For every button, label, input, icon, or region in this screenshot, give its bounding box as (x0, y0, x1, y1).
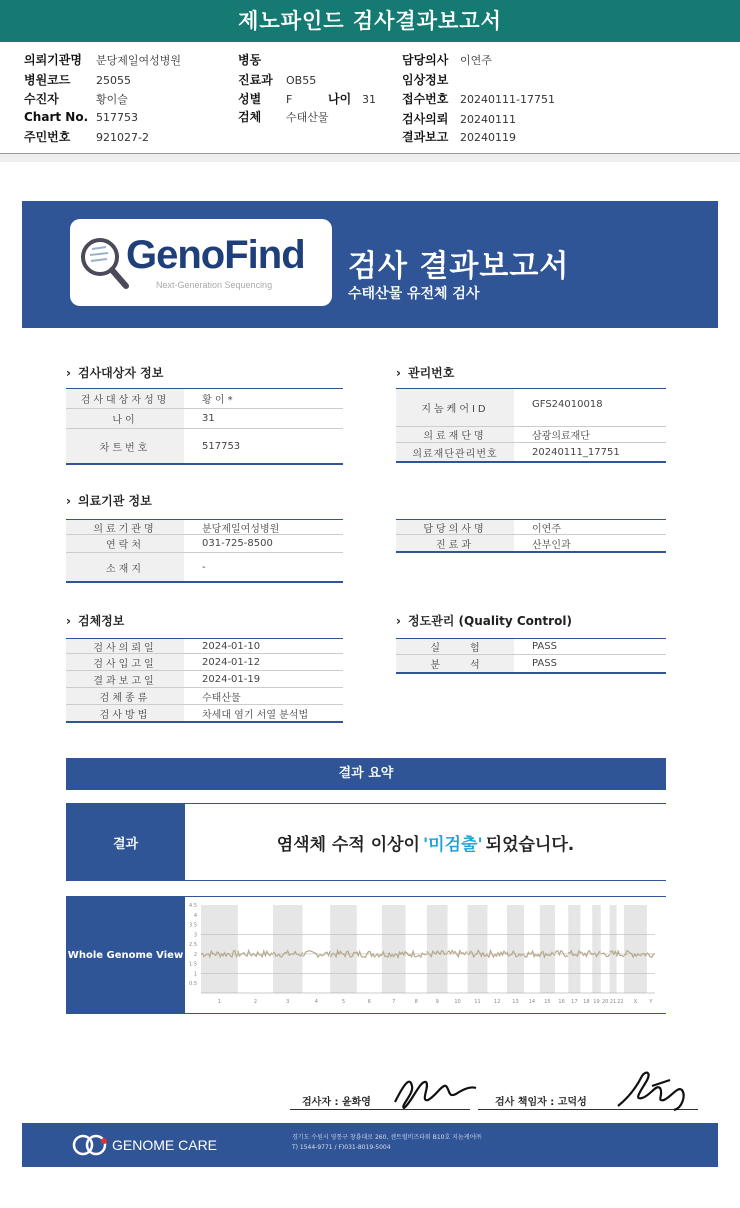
tester-label: 검사자 : 윤화영 (302, 1097, 371, 1108)
qc-table (396, 638, 666, 674)
row-label: 의료재단명 (396, 427, 514, 442)
row-label: 의료기관명 (66, 520, 184, 534)
y-tick-label: 0.5 (189, 981, 197, 988)
wgv-label: Whole Genome View (66, 897, 185, 1013)
x-tick-label: 6 (367, 999, 371, 1005)
report-label: 결과보고 (402, 130, 449, 144)
institution-label: 의뢰기관명 (24, 53, 82, 67)
banner-subtitle: 수태산물 유전체 검사 (348, 286, 480, 302)
age-value: 31 (362, 93, 376, 106)
separator (0, 154, 740, 162)
result-pre: 염색체 수적 이상이 (276, 834, 420, 855)
row-label: 검사의뢰일 (66, 639, 184, 653)
supervisor-label: 검사 책임자 : 고덕성 (495, 1097, 587, 1108)
y-tick-label: 4.5 (189, 903, 197, 909)
table-row (396, 389, 666, 427)
copy-number-segment (647, 953, 655, 958)
chromosome-band (592, 905, 600, 993)
row-label: 진료과 (396, 535, 514, 551)
chromosome-band (273, 905, 303, 993)
row-value: 20240111_17751 (532, 446, 620, 458)
row-value: GFS24010018 (532, 399, 603, 410)
table-row (66, 535, 343, 553)
table-row (66, 705, 343, 721)
ward-label: 병동 (238, 53, 262, 67)
x-tick-label: 19 (593, 999, 600, 1005)
x-tick-label: 10 (454, 999, 461, 1005)
x-tick-label: 11 (474, 999, 481, 1005)
age-label: 나이 (328, 92, 352, 106)
row-label: 지놈케어ID (396, 389, 514, 426)
row-label: 실험 (396, 639, 514, 654)
hospital-code-value: 25055 (96, 74, 131, 87)
row-value: 차세대 염기 서열 분석법 (202, 709, 309, 721)
chevron-right-icon: › (396, 366, 401, 380)
x-tick-label: 1 (217, 999, 222, 1005)
receipt-value: 20240111-17751 (460, 93, 555, 106)
institution-value: 분당제일여성병원 (96, 54, 182, 67)
x-tick-label: 13 (512, 999, 519, 1005)
chromosome-band (201, 905, 238, 993)
subject-table (66, 388, 343, 465)
table-row (66, 671, 343, 688)
row-label: 의료재단관리번호 (396, 443, 514, 461)
row-label: 검사입고일 (66, 654, 184, 670)
chromosome-band (467, 905, 487, 993)
specimen-label: 검체 (238, 110, 262, 124)
row-value: 산부인과 (532, 539, 571, 551)
row-value: PASS (532, 641, 557, 652)
supervisor-signature-icon (612, 1068, 708, 1112)
request-label: 검사의뢰 (402, 112, 449, 126)
table-row (396, 443, 666, 461)
row-label: 검체종류 (66, 688, 184, 704)
row-label: 결과보고일 (66, 671, 184, 687)
result-text (185, 804, 666, 880)
section-title-qc: › 정도관리 (Quality Control) (396, 614, 572, 628)
whole-genome-chart (185, 897, 666, 1013)
chromosome-band (427, 905, 448, 993)
resident-no-label: 주민번호 (24, 130, 71, 144)
result-box (66, 803, 666, 881)
report-value: 20240119 (460, 131, 516, 144)
doctor-value: 이연주 (460, 54, 492, 67)
logo-main-text: GenoFind (126, 233, 305, 277)
x-tick-label: 7 (392, 999, 396, 1005)
x-tick-label: 15 (544, 999, 551, 1005)
row-label: 연락처 (66, 535, 184, 552)
chromosome-band (540, 905, 555, 993)
row-label: 나이 (66, 409, 184, 428)
row-value: 이연주 (532, 523, 561, 535)
chevron-right-icon: › (66, 366, 71, 380)
result-highlight: '미검출' (422, 834, 483, 855)
row-value: 31 (202, 413, 215, 424)
row-label: 소재지 (66, 553, 184, 581)
table-row (66, 639, 343, 654)
table-row (66, 553, 343, 581)
genome-care-logo (72, 1133, 217, 1157)
whole-genome-view (66, 896, 666, 1014)
x-tick-label: 2 (253, 999, 258, 1005)
genofind-logo (70, 219, 332, 306)
x-tick-label: 17 (571, 999, 578, 1005)
magnifier-icon (78, 235, 132, 291)
x-tick-label: 4 (314, 999, 318, 1005)
x-tick-label: 3 (286, 999, 290, 1005)
x-tick-label: 9 (435, 999, 439, 1005)
footer (22, 1123, 718, 1167)
row-label: 분석 (396, 655, 514, 672)
x-tick-label: 16 (558, 999, 565, 1005)
chromosome-band (624, 905, 647, 993)
banner-title: 검사 결과보고서 (348, 249, 570, 284)
row-value: - (202, 561, 206, 573)
section-title-mgmt: › 관리번호 (396, 366, 455, 380)
table-row (66, 654, 343, 671)
section-title-institution: › 의료기관 정보 (66, 494, 152, 508)
row-value: 삼광의료재단 (532, 431, 590, 442)
chromosome-band (610, 905, 617, 993)
x-tick-label: 12 (494, 999, 501, 1005)
dept-label: 진료과 (238, 73, 273, 87)
x-tick-label: Y (649, 999, 653, 1005)
row-label: 담당의사명 (396, 520, 514, 534)
y-tick-label: 2.5 (189, 942, 197, 949)
chart-no-value: 517753 (96, 111, 138, 124)
logo-sub-text: Next-Generation Sequencing (156, 280, 273, 290)
row-value: 황 이 * (202, 395, 233, 406)
x-tick-label: 8 (414, 999, 418, 1005)
row-value: 수태산물 (202, 692, 241, 704)
sex-label: 성별 (238, 92, 262, 106)
chevron-right-icon: › (396, 614, 401, 628)
resident-no-value: 921027-2 (96, 131, 149, 144)
genome-care-icon (72, 1133, 112, 1157)
patient-label: 수진자 (24, 92, 59, 106)
x-tick-label: 14 (528, 999, 536, 1005)
report-header-title: 제노파인드 검사결과보고서 (0, 0, 740, 42)
table-row (66, 688, 343, 705)
report-banner (22, 201, 718, 328)
row-value: 517753 (202, 440, 241, 452)
result-post: 되었습니다. (485, 834, 575, 855)
row-value: 분당제일여성병원 (202, 523, 280, 535)
row-value: PASS (532, 658, 557, 669)
institution-table (66, 519, 343, 583)
mgmt-table (396, 388, 666, 463)
row-value: 031-725-8500 (202, 538, 273, 549)
dept-value: OB55 (286, 74, 317, 87)
table-row (396, 427, 666, 443)
copy-number-segment (406, 951, 427, 957)
request-value: 20240111 (460, 113, 516, 126)
wgv-plot (185, 897, 666, 1013)
row-label: 검사대상자성명 (66, 389, 184, 408)
tester-signature-icon (390, 1072, 480, 1112)
row-label: 차트번호 (66, 429, 184, 463)
doctor-label: 담당의사 (402, 53, 449, 67)
table-row (66, 429, 343, 463)
chart-no-label: Chart No. (24, 110, 89, 124)
specimen-value: 수태산물 (286, 111, 329, 124)
patient-value: 황이슬 (96, 93, 128, 106)
table-row (66, 409, 343, 429)
x-tick-label: 5 (341, 999, 346, 1005)
section-title-subject: › 검사대상자 정보 (66, 366, 164, 380)
summary-title: 결과 요약 (66, 758, 666, 790)
row-label: 검사방법 (66, 705, 184, 721)
clinical-label: 임상정보 (402, 73, 449, 87)
section-title-specimen: › 검체정보 (66, 614, 125, 628)
table-row (66, 520, 343, 535)
y-tick-label: 4 (193, 912, 197, 919)
x-tick-label: 18 (583, 999, 590, 1005)
y-tick-label: 1 (193, 971, 197, 978)
row-value: 2024-01-12 (202, 656, 261, 668)
chevron-right-icon: › (66, 614, 71, 628)
x-tick-label: 21 (609, 999, 617, 1005)
y-tick-label: 3.5 (189, 922, 197, 929)
footer-logo-text: GENOME CARE (112, 1137, 218, 1153)
table-row (396, 520, 666, 535)
footer-address: 경기도 수원시 영통구 창룡대로 260, 센트럴비즈타워 B10호 지놈케어㈜ T) 1544-9771 / F)031-8019-5004 (292, 1134, 482, 1151)
hospital-code-label: 병원코드 (24, 73, 71, 87)
patient-header-info (0, 42, 740, 154)
chromosome-band (382, 905, 406, 993)
y-tick-label: 3 (193, 932, 197, 939)
row-value: 2024-01-10 (202, 640, 261, 652)
receipt-label: 접수번호 (402, 92, 449, 106)
institution-right-table (396, 519, 666, 553)
table-row (66, 389, 343, 409)
table-row (396, 655, 666, 672)
table-row (396, 535, 666, 551)
sex-value: F (286, 93, 293, 106)
row-value: 2024-01-19 (202, 673, 261, 685)
chromosome-band (507, 905, 524, 993)
x-tick-label: 20 (601, 999, 609, 1005)
copy-number-segment (580, 951, 592, 957)
chromosome-band (330, 905, 357, 993)
chromosome-band (568, 905, 580, 993)
y-tick-label: 1.5 (189, 961, 197, 968)
copy-number-segment (357, 951, 382, 957)
y-tick-label: 2 (193, 951, 197, 958)
chevron-right-icon: › (66, 494, 71, 508)
x-tick-label: 22 (617, 999, 624, 1005)
table-row (396, 639, 666, 655)
specimen-table (66, 638, 343, 723)
x-tick-label: X (633, 999, 638, 1005)
result-label: 결과 (66, 804, 185, 880)
